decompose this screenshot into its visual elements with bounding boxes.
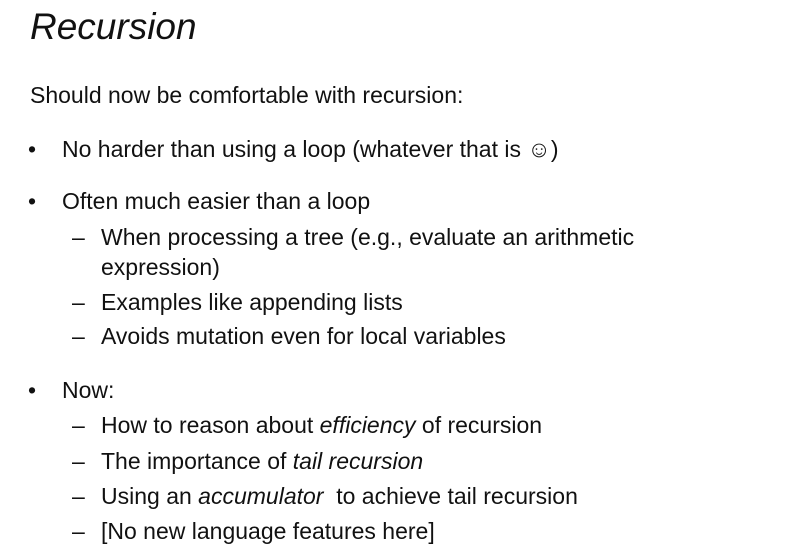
sub-bullet-text-pre: The importance of [101,448,293,474]
bullet-marker: • [28,377,37,403]
sub-bullet-text-post: to achieve tail recursion [323,483,578,509]
slide-title: Recursion [30,6,197,47]
dash-marker: – [72,323,85,349]
sub-bullet-text: Avoids mutation even for local variables [101,323,506,349]
bullet-marker: • [28,136,37,162]
sub-bullet-text-pre: How to reason about [101,412,320,438]
sub-bullet-text-pre: Using an [101,483,199,509]
emphasis-text: efficiency [319,412,416,438]
sub-bullet-text: Examples like appending lists [101,289,403,315]
bullet-text: Now: [62,377,115,403]
sub-bullet-text-post: of recursion [415,412,543,438]
sub-bullet-text [101,410,701,440]
bullet-text: Often much easier than a loop [62,188,371,214]
emphasis-text: tail recursion [292,448,424,474]
dash-marker: – [72,448,85,474]
sub-bullet-text: When processing a tree (e.g., evaluate an arithmetic expression) [101,224,635,280]
intro-text: Should now be comfortable with recursion: [30,82,464,108]
dash-marker: – [72,518,85,544]
sub-bullet-text [101,481,701,511]
sub-bullet-text: [No new language features here] [101,518,435,544]
dash-marker: – [72,224,85,250]
sub-bullet-text [101,446,701,476]
bullet-text: No harder than using a loop (whatever that is ☺) [62,136,559,162]
bullet-marker: • [28,188,37,214]
dash-marker: – [72,483,85,509]
dash-marker: – [72,412,85,438]
emphasis-text: accumulator [198,483,324,509]
dash-marker: – [72,289,85,315]
